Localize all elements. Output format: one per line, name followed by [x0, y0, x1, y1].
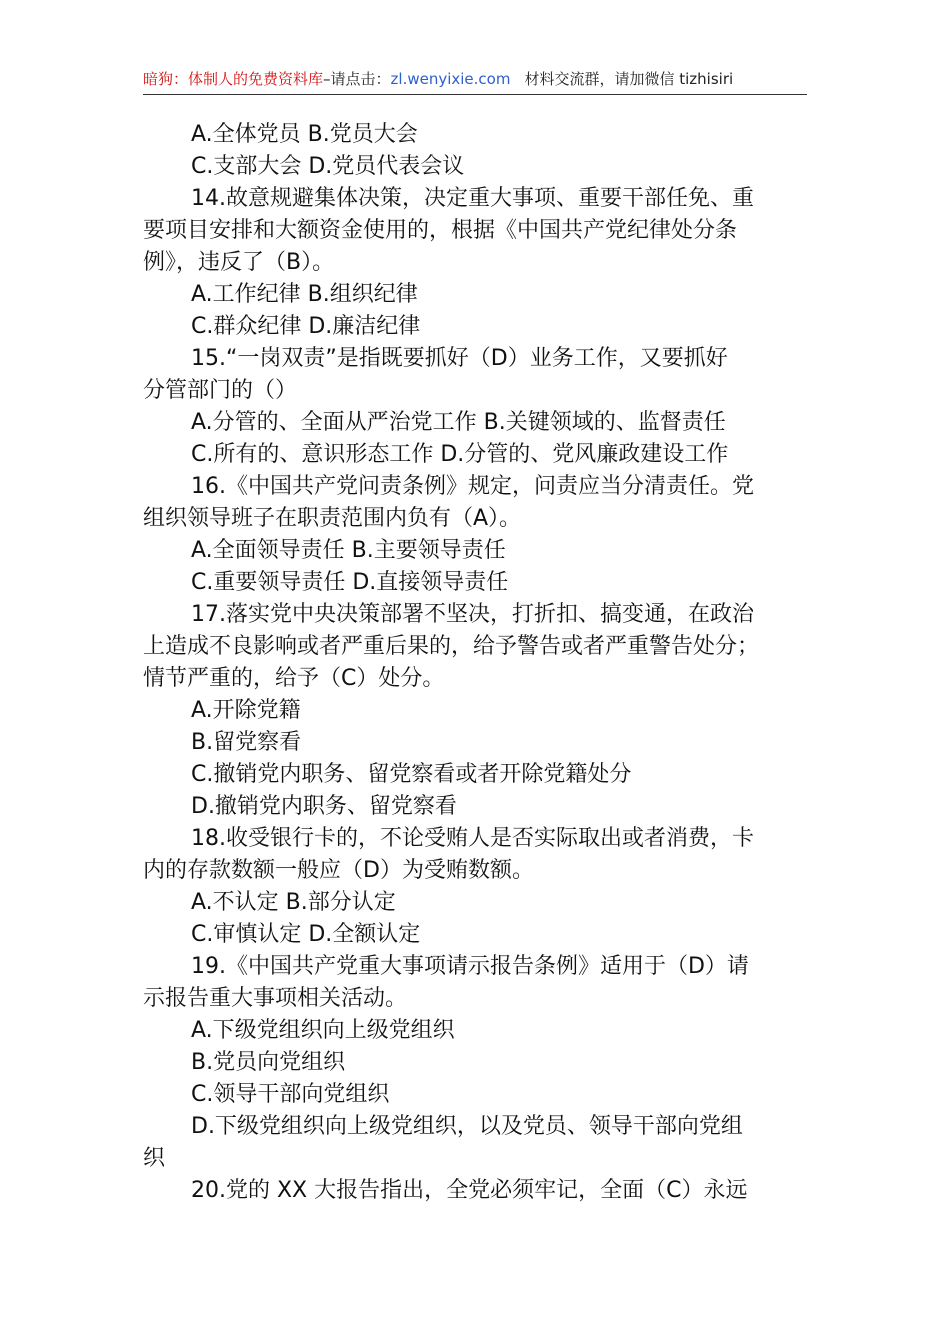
text-line: 例》，违反了（B）。	[143, 250, 335, 275]
text-line: 19.《中国共产党重大事项请示报告条例》适用于（D）请	[191, 954, 749, 979]
text-line: C.所有的、意识形态工作 D.分管的、党风廉政建设工作	[191, 442, 729, 467]
text-line: 16.《中国共产党问责条例》规定，问责应当分清责任。党	[191, 474, 754, 499]
text-line: 15.“一岗双责”是指既要抓好（D）业务工作，又要抓好	[191, 346, 728, 371]
text-line: 组织领导班子在职责范围内负有（A）。	[143, 506, 522, 531]
text-line: 情节严重的，给予（C）处分。	[143, 666, 445, 691]
text-line: A.分管的、全面从严治党工作 B.关键领域的、监督责任	[191, 410, 726, 435]
text-line: A.工作纪律 B.组织纪律	[191, 282, 418, 307]
text-line: 14.故意规避集体决策，决定重大事项、重要干部任免、重	[191, 186, 754, 211]
text-line: D.撤销党内职务、留党察看	[191, 794, 457, 819]
header-brand: 暗狗：体制人的免费资料库	[143, 70, 324, 88]
text-line: A.下级党组织向上级党组织	[191, 1018, 455, 1043]
text-line: 织	[143, 1146, 166, 1171]
text-line: C.群众纪律 D.廉洁纪律	[191, 314, 421, 339]
text-line: 17.落实党中央决策部署不坚决，打折扣、搞变通，在政治	[191, 602, 754, 627]
text-line: C.审慎认定 D.全额认定	[191, 922, 421, 947]
text-line: B.党员向党组织	[191, 1050, 346, 1075]
text-line: C.支部大会 D.党员代表会议	[191, 154, 465, 179]
text-line: 18.收受银行卡的，不论受贿人是否实际取出或者消费，卡	[191, 826, 754, 851]
text-line: A.全体党员 B.党员大会	[191, 122, 418, 147]
header-wechat-note: 材料交流群，请加微信 tizhisiri	[524, 70, 734, 88]
text-line: A.不认定 B.部分认定	[191, 890, 396, 915]
text-line: C.领导干部向党组织	[191, 1082, 390, 1107]
text-line: 要项目安排和大额资金使用的，根据《中国共产党纪律处分条	[143, 218, 738, 243]
text-line: A.开除党籍	[191, 698, 301, 723]
text-line: 上造成不良影响或者严重后果的，给予警告或者严重警告处分；	[143, 634, 760, 659]
document-body	[143, 119, 807, 1207]
text-line: 20.党的 XX 大报告指出，全党必须牢记，全面（C）永远	[191, 1178, 748, 1203]
header-link[interactable]: zl.wenyixie.com	[390, 70, 511, 88]
text-line: A.全面领导责任 B.主要领导责任	[191, 538, 506, 563]
text-line: C.重要领导责任 D.直接领导责任	[191, 570, 509, 595]
text-line: B.留党察看	[191, 730, 302, 755]
page-header	[143, 64, 807, 95]
header-click-label: –请点击：	[323, 70, 391, 88]
text-line: 分管部门的（）	[143, 378, 298, 403]
text-line: C.撤销党内职务、留党察看或者开除党籍处分	[191, 762, 632, 787]
text-line: D.下级党组织向上级党组织，以及党员、领导干部向党组	[191, 1114, 743, 1139]
text-line: 示报告重大事项相关活动。	[143, 986, 408, 1011]
text-line: 内的存款数额一般应（D）为受贿数额。	[143, 858, 534, 883]
